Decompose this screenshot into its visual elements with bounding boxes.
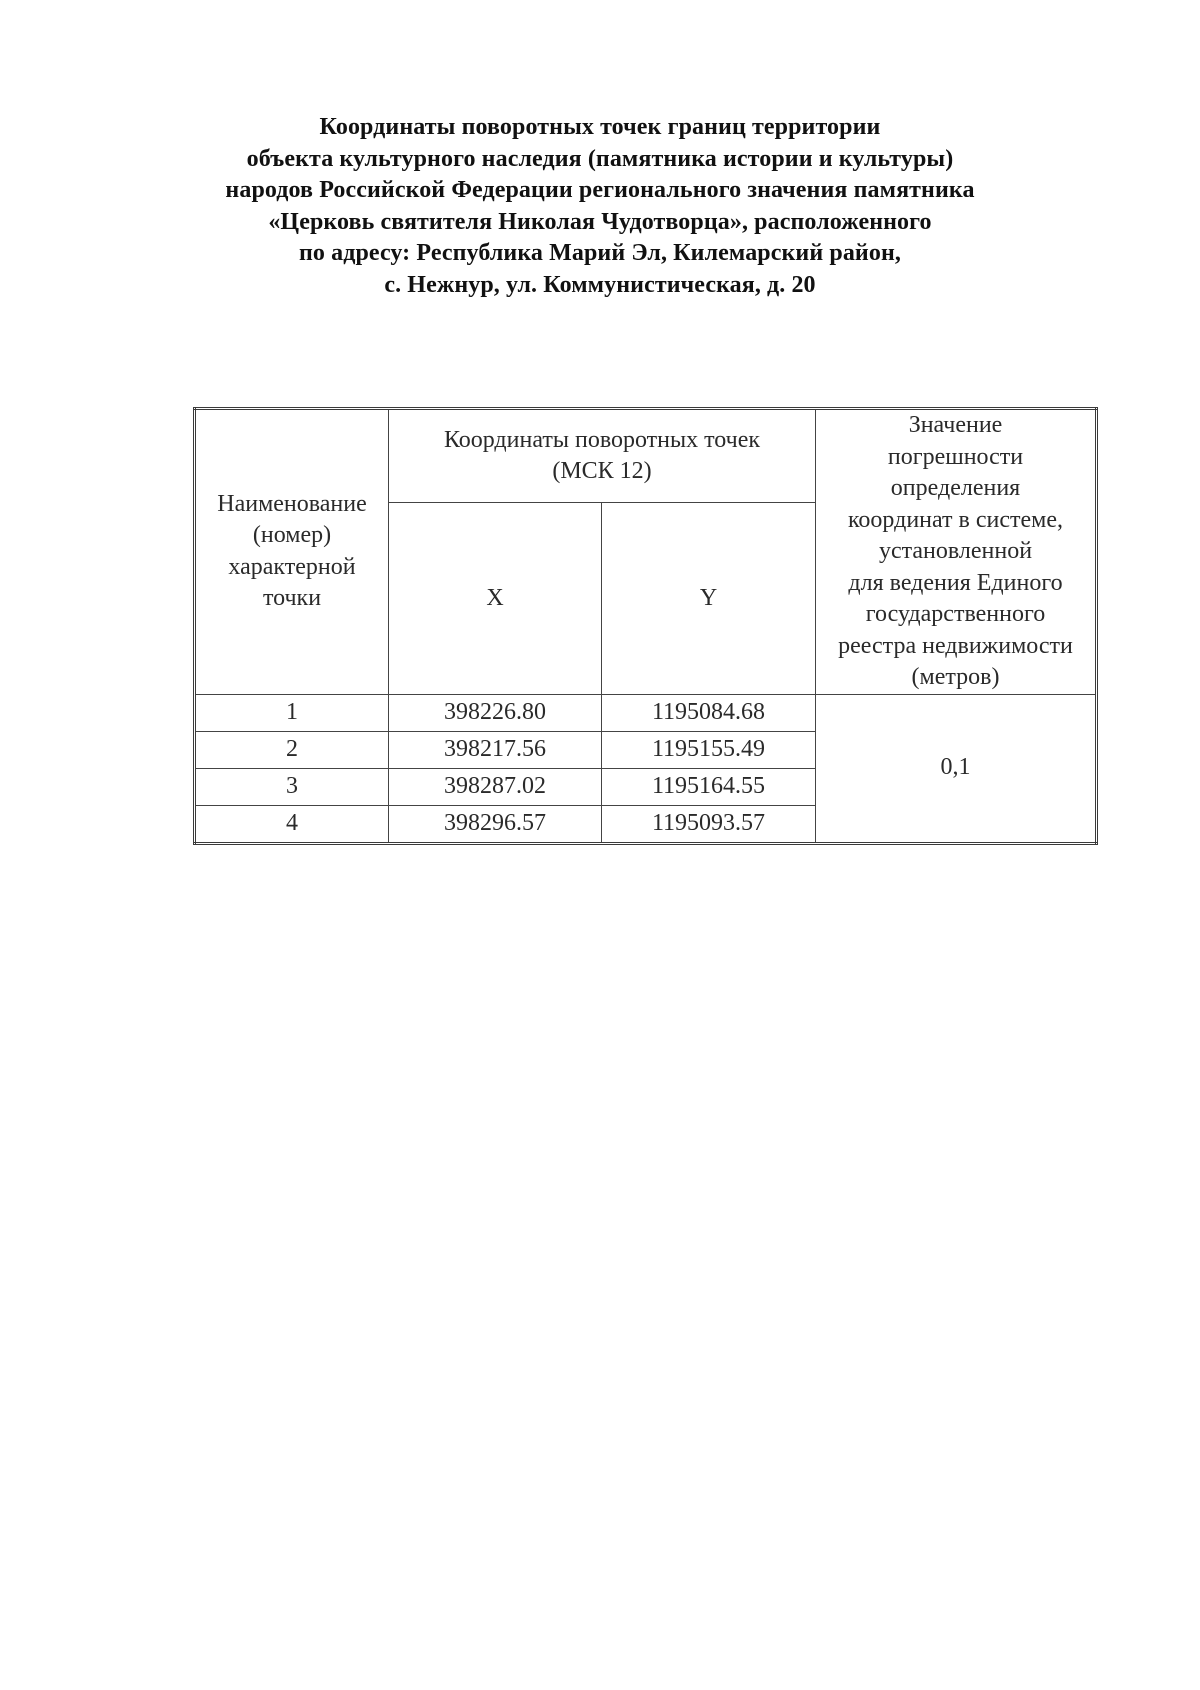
header-accuracy: Значение погрешности определения координат в системе, установленной для ведения Единого государственного реестра недвижимости (метров) [816,409,1097,695]
document-title [100,112,1100,301]
cell-y: 1195164.55 [602,768,816,805]
cell-y: 1195155.49 [602,731,816,768]
cell-x: 398226.80 [389,694,602,731]
title-line: народов Российской Федерации регионального значения памятника [225,177,975,203]
title-line: Координаты поворотных точек границ территории [319,114,881,140]
cell-x: 398287.02 [389,768,602,805]
cell-accuracy-value: 0,1 [816,694,1097,843]
header-y: Y [602,503,816,694]
title-line: с. Нежнур, ул. Коммунистическая, д. 20 [384,271,816,298]
table-header-row [195,409,1097,503]
title-line: «Церковь святителя Николая Чудотворца», расположенного [268,208,932,235]
cell-x: 398217.56 [389,731,602,768]
cell-point: 3 [195,768,389,805]
table-row [195,694,1097,731]
cell-point: 1 [195,694,389,731]
cell-point: 4 [195,805,389,843]
cell-point: 2 [195,731,389,768]
header-point-name: Наименование (номер) характерной точки [195,409,389,695]
header-x: X [389,503,602,694]
header-coordinates-group: Координаты поворотных точек (МСК 12) [389,409,816,503]
coordinates-table [193,407,1098,845]
title-line: по адресу: Республика Марий Эл, Килемарский район, [299,240,901,266]
cell-y: 1195093.57 [602,805,816,843]
title-line: объекта культурного наследия (памятника истории и культуры) [246,145,954,172]
cell-x: 398296.57 [389,805,602,843]
cell-y: 1195084.68 [602,694,816,731]
